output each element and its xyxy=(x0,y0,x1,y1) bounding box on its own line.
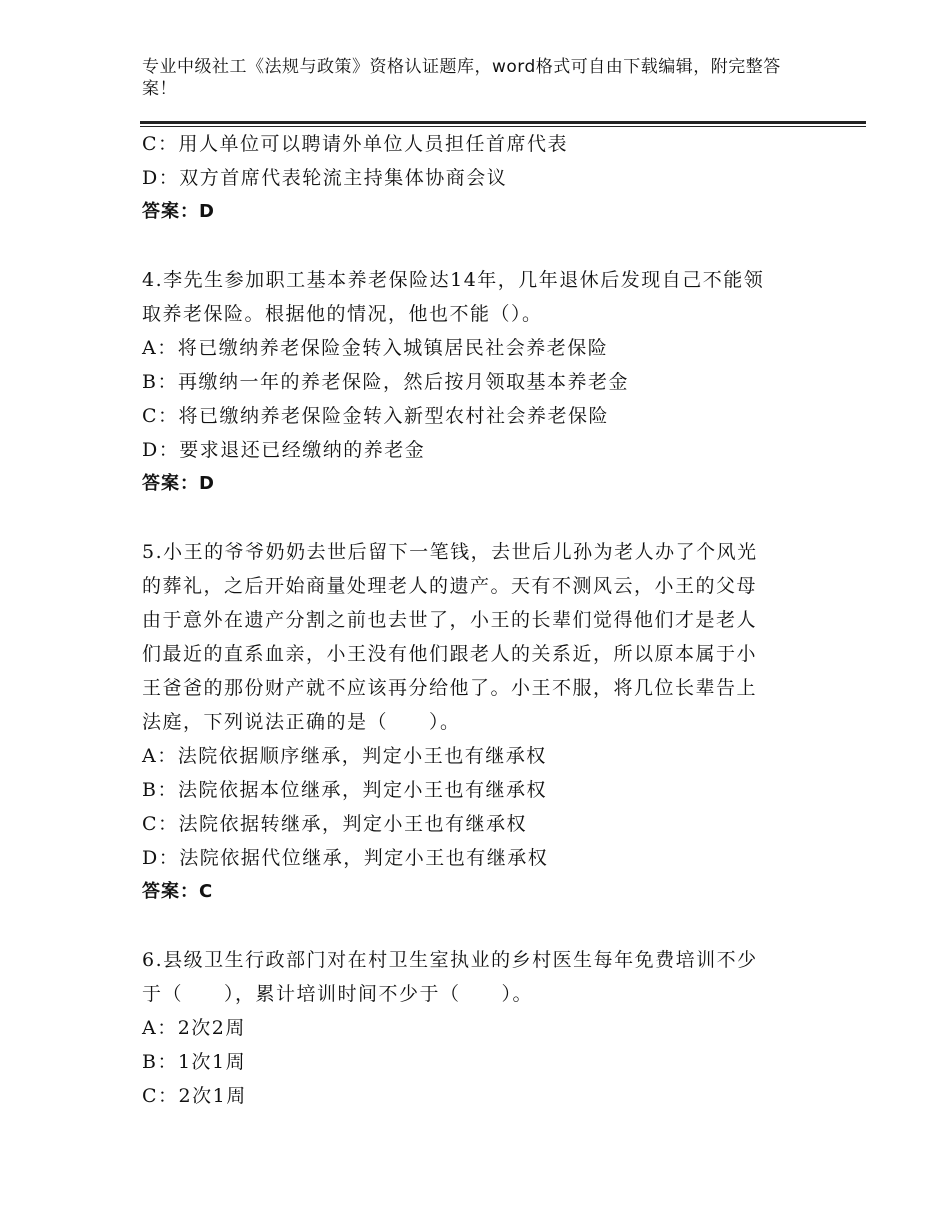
spacer xyxy=(142,909,822,943)
option-c: C：用人单位可以聘请外单位人员担任首席代表 xyxy=(142,133,569,155)
question-content xyxy=(142,127,822,1113)
question-text-line: 王爸爸的那份财产就不应该再分给他了。小王不服，将几位长辈告上 xyxy=(142,677,758,699)
question-text-line: 于（ ），累计培训时间不少于（ ）。 xyxy=(142,983,534,1005)
question-text-line: 法庭，下列说法正确的是（ ）。 xyxy=(142,711,461,733)
option-c: C：将已缴纳养老保险金转入新型农村社会养老保险 xyxy=(142,405,610,427)
answer-label: 答案：D xyxy=(142,473,215,494)
question-3-tail xyxy=(142,127,822,229)
answer-label: 答案：D xyxy=(142,201,215,222)
question-text-line: 6.县级卫生行政部门对在村卫生室执业的乡村医生每年免费培训不少 xyxy=(142,949,758,971)
question-text-line: 由于意外在遗产分割之前也去世了，小王的长辈们觉得他们才是老人 xyxy=(142,609,758,631)
option-a: A：法院依据顺序继承，判定小王也有继承权 xyxy=(142,745,547,767)
option-c: C：2次1周 xyxy=(142,1085,247,1107)
header-rule-thick xyxy=(140,121,866,124)
question-text-line: 取养老保险。根据他的情况，他也不能（）。 xyxy=(142,303,543,325)
question-text-line: 5.小王的爷爷奶奶去世后留下一笔钱，去世后儿孙为老人办了个风光 xyxy=(142,541,758,563)
question-text-line: 的葬礼，之后开始商量处理老人的遗产。天有不测风云，小王的父母 xyxy=(142,575,758,597)
question-6 xyxy=(142,943,822,1113)
page-header: 专业中级社工《法规与政策》资格认证题库，word格式可自由下载编辑，附完整答案！ xyxy=(142,57,781,99)
question-4 xyxy=(142,263,822,501)
answer-label: 答案：C xyxy=(142,881,214,902)
option-d: D：法院依据代位继承，判定小王也有继承权 xyxy=(142,847,549,869)
option-b: B：法院依据本位继承，判定小王也有继承权 xyxy=(142,779,547,801)
option-d: D：双方首席代表轮流主持集体协商会议 xyxy=(142,167,508,189)
option-d: D：要求退还已经缴纳的养老金 xyxy=(142,439,426,461)
option-a: A：将已缴纳养老保险金转入城镇居民社会养老保险 xyxy=(142,337,609,359)
question-5 xyxy=(142,535,822,909)
option-c: C：法院依据转继承，判定小王也有继承权 xyxy=(142,813,528,835)
spacer xyxy=(142,501,822,535)
option-a: A：2次2周 xyxy=(142,1017,246,1039)
spacer xyxy=(142,229,822,263)
question-text-line: 4.李先生参加职工基本养老保险达14年，几年退休后发现自己不能领 xyxy=(142,269,765,291)
option-b: B：再缴纳一年的养老保险，然后按月领取基本养老金 xyxy=(142,371,629,393)
question-text-line: 们最近的直系血亲，小王没有他们跟老人的关系近，所以原本属于小 xyxy=(142,643,758,665)
option-b: B：1次1周 xyxy=(142,1051,247,1073)
